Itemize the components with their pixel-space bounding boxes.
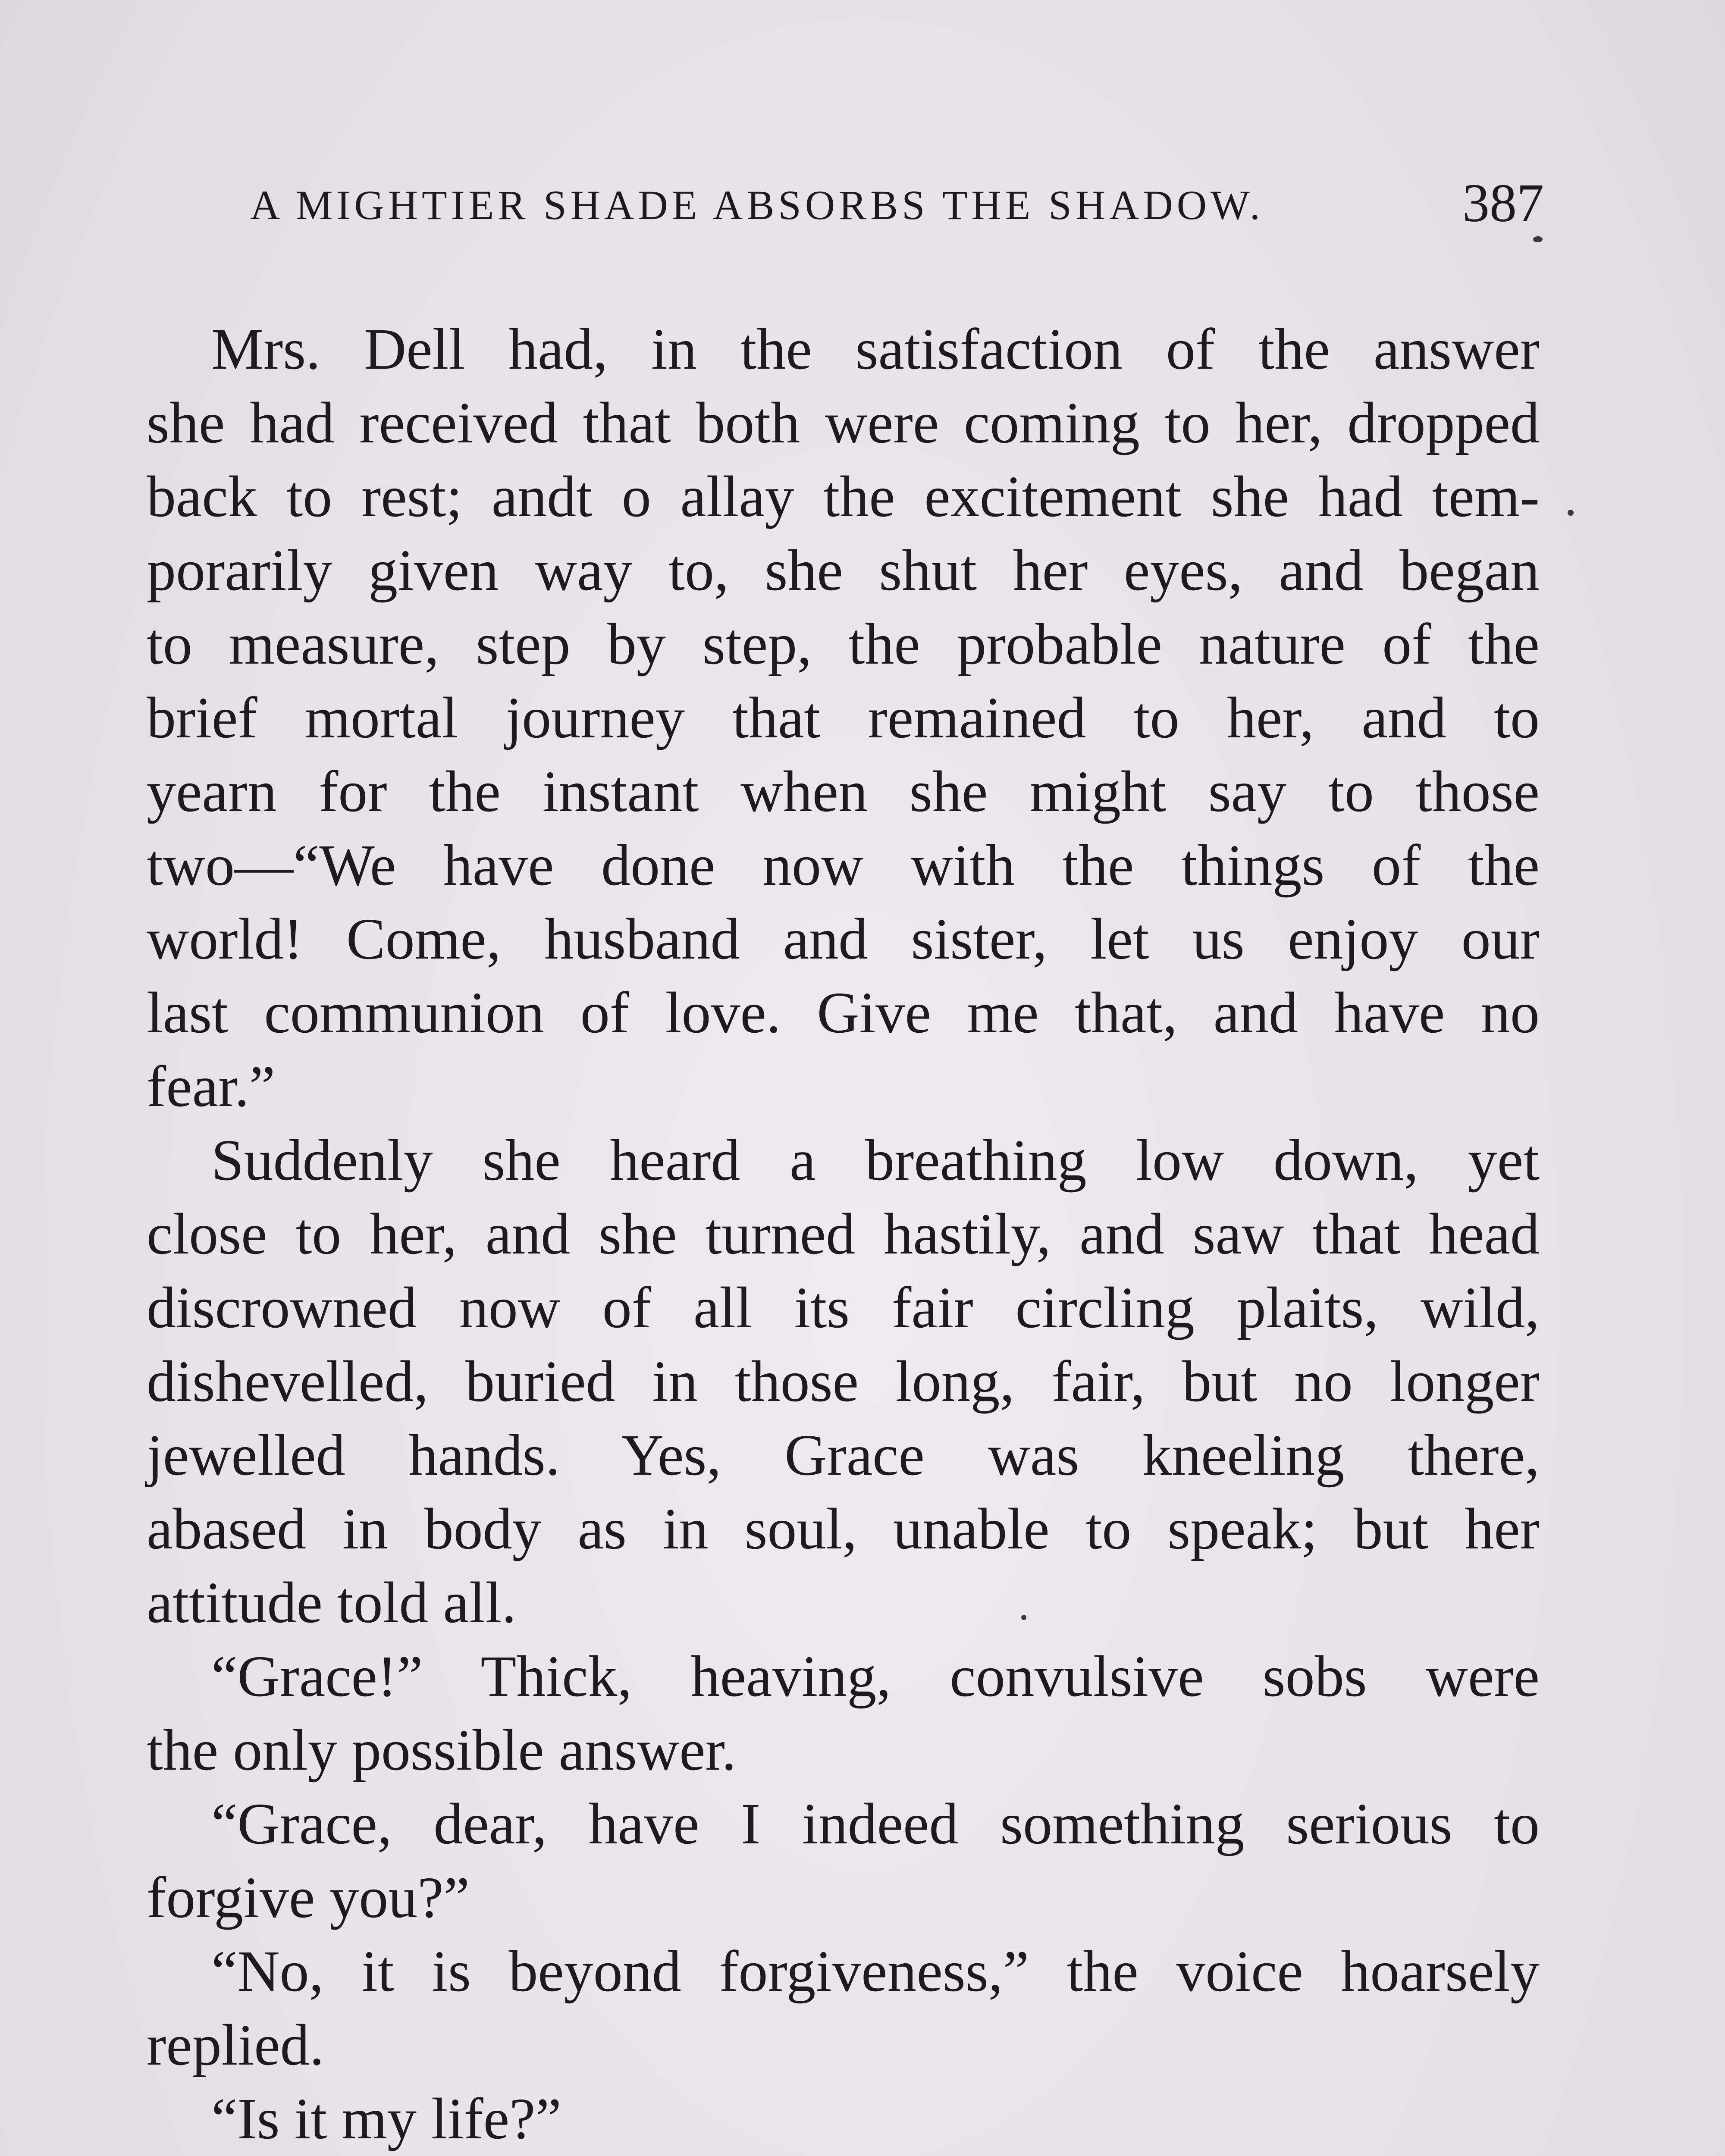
text-line: abased in body as in soul, unable to speak; but her bbox=[147, 1497, 1540, 1561]
text-line: attitude told all. bbox=[147, 1570, 517, 1635]
running-head bbox=[250, 172, 1544, 241]
text-line: she had received that both were coming to her, dropped bbox=[147, 391, 1540, 455]
text-line: discrowned now of all its fair circling plaits, wild, bbox=[147, 1275, 1540, 1340]
text-line: back to rest; andt o allay the excitement she had tem- bbox=[147, 464, 1540, 529]
paper-speck bbox=[1021, 1615, 1026, 1620]
text-line: brief mortal journey that remained to her, and to bbox=[147, 686, 1540, 750]
paper-speck bbox=[1568, 510, 1574, 516]
text-line: dishevelled, buried in those long, fair, but no longer bbox=[147, 1349, 1540, 1414]
text-line: porarily given way to, she shut her eyes, and began bbox=[147, 538, 1540, 603]
text-line: last communion of love. Give me that, and have no bbox=[147, 981, 1540, 1045]
text-line: Suddenly she heard a breathing low down, yet bbox=[211, 1128, 1540, 1193]
text-line: two—“We have done now with the things of the bbox=[147, 833, 1540, 898]
body-text bbox=[147, 313, 1540, 2156]
paper-speck bbox=[1533, 236, 1543, 242]
text-line: “Grace!” Thick, heaving, convulsive sobs were bbox=[211, 1644, 1540, 1709]
text-line: to measure, step by step, the probable nature of the bbox=[147, 612, 1540, 677]
text-line: world! Come, husband and sister, let us enjoy our bbox=[147, 907, 1540, 971]
text-line: yearn for the instant when she might say to those bbox=[147, 759, 1540, 824]
text-line: fear.” bbox=[147, 1054, 276, 1119]
text-line: forgive you?” bbox=[147, 1865, 470, 1930]
text-line: the only possible answer. bbox=[147, 1718, 737, 1783]
text-line: “Grace, dear, have I indeed something serious to bbox=[211, 1792, 1540, 1856]
text-line: “No, it is beyond forgiveness,” the voice hoarsely bbox=[211, 1939, 1540, 2004]
text-line: close to her, and she turned hastily, and saw that head bbox=[147, 1202, 1540, 1266]
running-title: A MIGHTIER SHADE ABSORBS THE SHADOW. bbox=[250, 182, 1264, 228]
text-line: replied. bbox=[147, 2013, 324, 2078]
page-number: 387 bbox=[1462, 173, 1544, 233]
text-line: “Is it my life?” bbox=[211, 2087, 561, 2151]
text-line: Mrs. Dell had, in the satisfaction of the answer bbox=[211, 317, 1540, 382]
text-line: jewelled hands. Yes, Grace was kneeling there, bbox=[147, 1423, 1540, 1488]
